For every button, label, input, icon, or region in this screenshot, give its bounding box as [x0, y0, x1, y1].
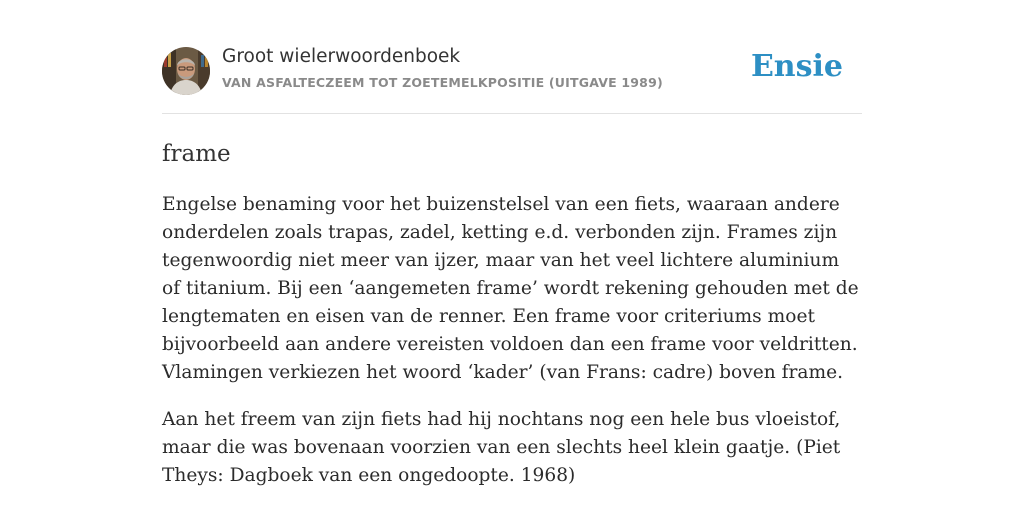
definition-paragraph: Engelse benaming voor het buizenstelsel van een fiets, waaraan andere onderdelen zoals trapas, zadel, ketting e.d. verbonden zijn. Frames zijn tegenwoordig niet meer van ijzer, maar van het veel lichtere aluminium of titanium. Bij een ‘aangemeten frame’ wordt rekening gehouden met de lengtematen en eisen van de renner. Een frame voor criteriums moet bijvoorbeeld aan andere vereisten voldoen dan een frame voor veldritten. Vlamingen verkiezen het woord ‘kader’ (van Frans: cadre) boven frame. — [162, 194, 859, 383]
entry-card — [162, 44, 862, 490]
entry-definition — [162, 191, 862, 490]
example-quote: Aan het freem van zijn fiets had hij nochtans nog een hele bus vloeistof, maar die was bovenaan voorzien van een slechts heel klein gaatje. (Piet Theys: Dagboek van een ongedoopte. 1968) — [162, 409, 841, 486]
entry-term: frame — [162, 141, 231, 167]
author-photo-icon — [162, 47, 210, 95]
author-avatar[interactable] — [162, 47, 210, 95]
source-header — [162, 44, 862, 114]
ensie-logo[interactable]: Ensie — [750, 49, 843, 84]
source-title[interactable]: Groot wielerwoordenboek — [222, 46, 461, 67]
source-subtitle: VAN ASFALTECZEEM TOT ZOETEMELKPOSITIE (UITGAVE 1989) — [222, 75, 663, 90]
